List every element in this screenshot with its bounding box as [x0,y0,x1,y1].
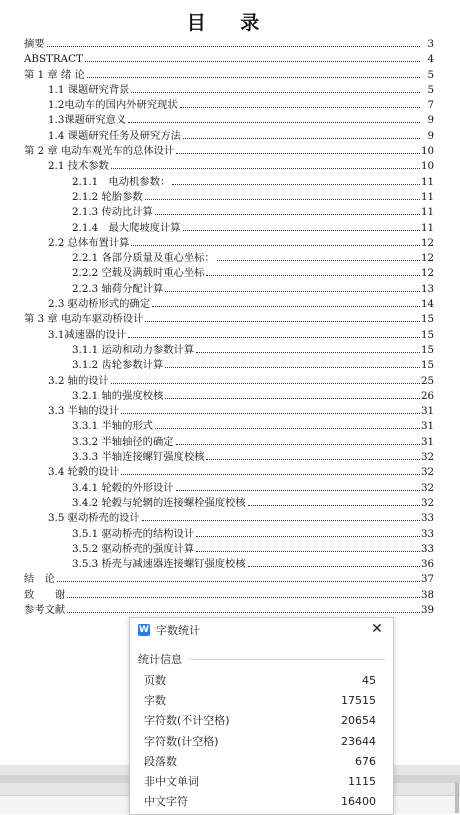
toc-entry[interactable] [24,144,434,159]
toc-entry[interactable] [24,251,434,266]
toc-page-number: 12 [421,267,435,280]
section-divider [188,659,385,660]
toc-entry-text: 2.2.3 轴荷分配计算 [72,282,164,295]
toc-page-number: 37 [421,573,435,586]
toc-entry[interactable] [24,297,434,312]
toc-entry-text: 参考文献 [24,603,66,616]
toc-leader-dots [217,259,420,261]
toc-entry[interactable] [24,282,434,297]
stat-value: 17515 [341,694,376,708]
toc-entry-text: 3.1.1 运动和动力参数计算 [72,343,195,356]
toc-leader-dots [145,198,420,200]
stat-row [144,752,376,772]
toc-entry-text: 第 1 章 绪 论 [24,68,85,81]
dialog-title: 字数统计 [156,624,200,637]
toc-entry[interactable] [24,129,434,144]
toc-page-number: 32 [421,451,435,464]
toc-entry[interactable] [24,52,434,67]
toc-entry[interactable] [24,419,434,434]
stat-label: 字符数(计空格) [144,734,219,748]
toc-entry[interactable] [24,236,434,251]
toc-entry-text: 2.1.3 传动比计算 [72,206,153,219]
toc-page-number: 26 [421,389,435,402]
toc-leader-dots [85,60,420,62]
toc-leader-dots [121,412,420,414]
toc-page-number: 32 [421,481,435,494]
toc-leader-dots [180,106,420,108]
stat-row [144,711,376,731]
toc-leader-dots [176,489,420,491]
toc-leader-dots [128,121,420,123]
toc-entry-text: 第 3 章 电动车驱动桥设计 [24,313,144,326]
toc-page-number: 12 [421,252,435,265]
toc-entry-text: 结 论 [24,573,55,586]
stat-value: 23644 [341,734,376,748]
section-label: 统计信息 [138,653,182,666]
toc-leader-dots [165,290,420,292]
toc-page-number: 9 [427,129,434,142]
toc-entry[interactable] [24,435,434,450]
toc-entry[interactable] [24,205,434,220]
toc-page-number: 11 [421,190,435,203]
toc-entry-text: 3.1.2 齿轮参数计算 [72,359,164,372]
toc-page-number: 15 [421,359,435,372]
stat-row [144,691,376,711]
toc-entry-text: 1.2电动车的国内外研究现状 [48,99,178,112]
toc-page-number: 38 [421,588,435,601]
stat-label: 非中文单词 [144,774,199,788]
toc-page-number: 12 [421,236,435,249]
toc-entry[interactable] [24,190,434,205]
toc-entry[interactable] [24,266,434,281]
toc-leader-dots [183,137,420,139]
toc-page-number: 15 [421,343,435,356]
toc-entry[interactable] [24,374,434,389]
toc-page-number: 31 [421,405,435,418]
toc-entry[interactable] [24,37,434,52]
toc-leader-dots [206,274,420,276]
stat-row [144,792,376,812]
toc-entry[interactable] [24,527,434,542]
toc-entry[interactable] [24,221,434,236]
toc-page-number: 4 [427,53,434,66]
toc-entry[interactable] [24,603,434,618]
stat-row [144,671,376,691]
stat-row [144,772,376,792]
toc-entry[interactable] [24,343,434,358]
toc-entry[interactable] [24,389,434,404]
toc-entry-text: 3.3 半轴的设计 [48,405,120,418]
toc-entry[interactable] [24,588,434,603]
toc-page-number: 25 [421,374,435,387]
toc-entry[interactable] [24,312,434,327]
toc-entry[interactable] [24,496,434,511]
close-icon[interactable]: ✕ [371,621,383,637]
toc-page-number: 32 [421,466,435,479]
toc-entry-text: 3.4.1 轮毂的外形设计 [72,481,174,494]
toc-entry-text: 2.1.2 轮胎参数 [72,190,143,203]
toc-entry-text: 2.2 总体布置计算 [48,236,130,249]
toc-leader-dots [47,45,420,47]
toc-leader-dots [145,320,420,322]
toc-leader-dots [152,305,420,307]
toc-entry-text: 3.5.2 驱动桥壳的强度计算 [72,542,195,555]
toc-entry-text: 第 2 章 电动车观光车的总体设计 [24,145,175,158]
stat-value: 676 [355,754,376,768]
toc-entry[interactable] [24,159,434,174]
toc-title: 目 录 [186,12,274,34]
toc-entry[interactable] [24,358,434,373]
toc-entry-text: 2.1 技术参数 [48,160,109,173]
toc-leader-dots [121,473,420,475]
toc-page-number: 33 [421,542,435,555]
stat-label: 页数 [144,674,166,687]
toc-leader-dots [67,596,420,598]
toc-entry[interactable] [24,511,434,526]
toc-entry-text: 1.4 课题研究任务及研究方法 [48,129,181,142]
stat-value: 1115 [348,774,376,788]
toc-entry[interactable] [24,175,434,190]
stat-label: 中文字符 [144,795,188,809]
toc-leader-dots [87,76,420,78]
toc-leader-dots [67,611,420,613]
toc-page-number: 32 [421,496,435,509]
toc-page-number: 10 [421,160,435,173]
scroll-edge [455,783,459,813]
toc-entry-text: 2.2.1 各部分质量及重心坐标： [72,252,215,265]
toc-entry-text: 3.4.2 轮毂与轮辋的连接螺栓强度校核 [72,496,246,509]
toc-entry[interactable] [24,450,434,465]
toc-leader-dots [165,397,420,399]
toc-page-number: 11 [421,175,435,188]
toc-entry-text: 3.3.1 半轴的形式 [72,420,153,433]
toc-entry[interactable] [24,465,434,480]
stat-row [144,732,376,752]
toc-entry[interactable] [24,113,434,128]
toc-page-number: 9 [427,114,434,127]
table-of-contents [24,37,434,618]
toc-entry[interactable] [24,572,434,587]
toc-page-number: 36 [421,558,435,571]
toc-page-number: 5 [427,83,434,96]
stat-label: 字符数(不计空格) [144,714,230,728]
toc-leader-dots [128,336,420,338]
toc-leader-dots [131,91,420,93]
dialog-header [130,618,393,642]
toc-page-number: 11 [421,206,435,219]
toc-entry-text: 3.5.3 桥壳与减速器连接螺钉强度校核 [72,558,246,571]
wps-writer-icon: W [139,625,149,635]
toc-page-number: 15 [421,328,435,341]
toc-entry[interactable] [24,481,434,496]
toc-entry-text: 3.5.1 驱动桥壳的结构设计 [72,527,195,540]
word-count-dialog [129,617,394,815]
toc-entry[interactable] [24,557,434,572]
toc-page-number: 31 [421,435,435,448]
toc-leader-dots [196,351,420,353]
toc-entry-text: 2.1.4 最大爬坡度计算 [72,221,181,234]
toc-entry[interactable] [24,68,434,83]
toc-page-number: 33 [421,527,435,540]
toc-entry[interactable] [24,542,434,557]
toc-leader-dots [111,382,420,384]
toc-entry-text: 1.1 课题研究背景 [48,83,130,96]
stat-value: 45 [362,674,376,687]
toc-entry[interactable] [24,328,434,343]
toc-leader-dots [111,167,420,169]
toc-leader-dots [183,229,420,231]
toc-entry-text: 3.3.2 半轴轴径的确定 [72,435,174,448]
stat-label: 段落数 [144,754,177,768]
toc-page-number: 10 [421,145,435,158]
toc-page-number: 11 [421,221,435,234]
toc-leader-dots [131,244,420,246]
toc-entry-text: 3.2.1 轴的强度校核 [72,389,164,402]
toc-entry[interactable] [24,404,434,419]
toc-entry-text: 2.3 驱动桥形式的确定 [48,298,151,311]
toc-entry-text: 2.1.1 电动机参数： [72,175,171,188]
toc-leader-dots [176,152,420,154]
toc-entry-text: 3.1减速器的设计 [48,328,127,341]
toc-entry-text: 3.3.3 半轴连接螺钉强度校核 [72,451,205,464]
toc-page-number: 15 [421,313,435,326]
toc-entry-text: ABSTRACT [24,53,83,66]
toc-entry[interactable] [24,83,434,98]
toc-entry-text: 3.4 轮毂的设计 [48,466,120,479]
toc-leader-dots [206,458,420,460]
toc-page-number: 33 [421,512,435,525]
stat-value: 16400 [341,795,376,809]
toc-page-number: 14 [421,298,435,311]
toc-page-number: 7 [427,99,434,112]
toc-page-number: 3 [427,38,434,50]
toc-leader-dots [196,535,420,537]
toc-entry-text: 3.2 轴的设计 [48,374,109,387]
toc-entry-text: 1.3课题研究意义 [48,114,127,127]
toc-leader-dots [142,519,420,521]
toc-leader-dots [176,443,420,445]
toc-entry-text: 致 谢 [24,588,66,601]
toc-leader-dots [196,550,420,552]
toc-entry-text: 摘要 [24,38,45,50]
toc-leader-dots [248,565,420,567]
toc-leader-dots [57,580,420,582]
toc-entry[interactable] [24,98,434,113]
toc-page-number: 31 [421,420,435,433]
toc-leader-dots [248,504,420,506]
toc-entry-text: 3.5 驱动桥壳的设计 [48,512,140,525]
section-header [138,651,385,667]
toc-leader-dots [155,427,420,429]
toc-page-number: 13 [421,282,435,295]
toc-page-number: 5 [427,68,434,81]
toc-leader-dots [172,183,420,185]
stats-list [144,671,376,812]
toc-leader-dots [155,213,420,215]
stat-label: 字数 [144,694,166,708]
toc-entry-text: 2.2.2 空载及满载时重心坐标 [72,267,205,280]
toc-page-number: 39 [421,603,435,616]
toc-leader-dots [165,366,420,368]
stat-value: 20654 [341,714,376,728]
